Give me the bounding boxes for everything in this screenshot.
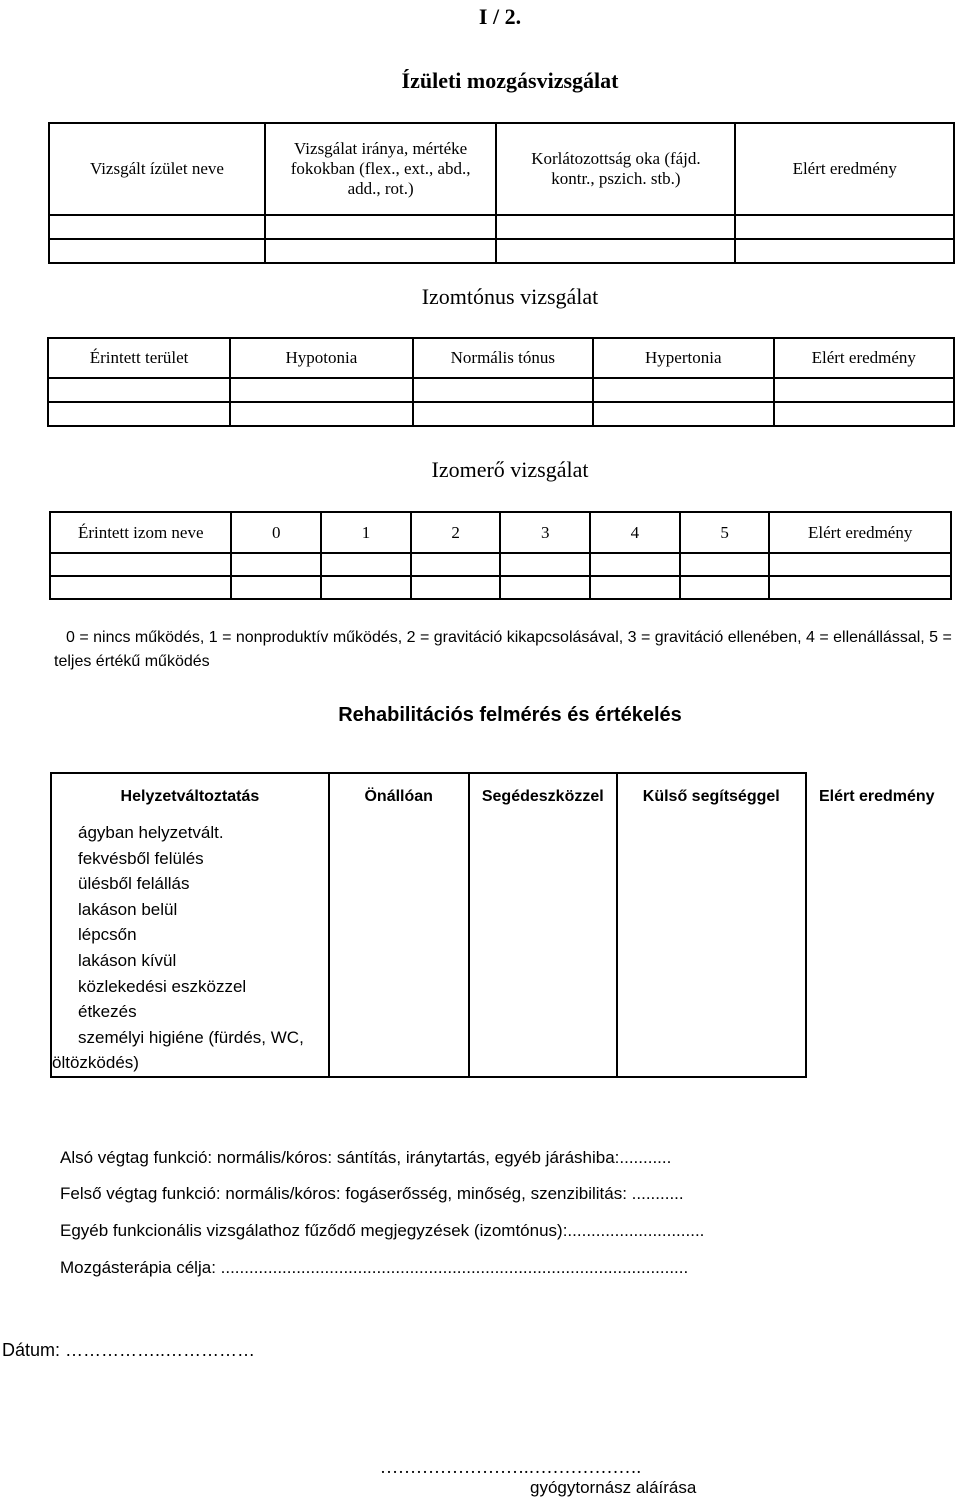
table-cell[interactable] <box>500 553 590 576</box>
joint-table <box>48 122 955 264</box>
table-cell[interactable] <box>49 239 265 263</box>
list-item <box>52 1025 328 1076</box>
list-item-line: személyi higiéne (fürdés, WC, <box>78 1027 304 1047</box>
table-cell[interactable] <box>500 576 590 599</box>
strength-header-result: Elért eredmény <box>769 512 951 553</box>
table-cell[interactable] <box>774 402 954 426</box>
table-row <box>50 576 951 599</box>
strength-section-title: Izomerő vizsgálat <box>431 457 589 482</box>
list-item: lakáson belül <box>78 899 178 919</box>
table-cell[interactable] <box>469 820 617 1077</box>
tone-header-hypertonia: Hypertonia <box>593 338 774 378</box>
table-cell[interactable] <box>593 402 774 426</box>
rehab-header-result: Elért eredmény <box>806 773 947 820</box>
table-cell[interactable] <box>50 553 231 576</box>
tone-header-area: Érintett terület <box>48 338 230 378</box>
tone-table <box>47 337 955 427</box>
table-row <box>48 402 954 426</box>
signature-line[interactable]: …………………….………………. <box>380 1457 641 1477</box>
list-item: ágyban helyzetvált. <box>78 823 224 842</box>
rehab-header-position: Helyzetváltoztatás <box>51 773 329 820</box>
note-functional: Egyéb funkcionális vizsgálathoz fűződő megjegyzések (izomtónus):............................. <box>60 1221 705 1240</box>
table-cell[interactable] <box>230 378 412 402</box>
table-cell[interactable] <box>617 820 806 1077</box>
joint-section-title: Ízületi mozgásvizsgálat <box>401 68 619 93</box>
joint-header-direction: Vizsgálat iránya, mértéke fokokban (flex., ext., abd., add., rot.) <box>265 123 497 215</box>
table-cell[interactable] <box>593 378 774 402</box>
table-cell[interactable] <box>735 215 954 239</box>
list-item: ülésből felállás <box>78 874 190 894</box>
table-cell[interactable] <box>411 553 501 576</box>
list-item: étkezés <box>78 1002 137 1022</box>
table-cell[interactable] <box>680 553 770 576</box>
tone-header-normal: Normális tónus <box>413 338 593 378</box>
table-cell[interactable] <box>769 553 951 576</box>
table-cell[interactable] <box>413 378 593 402</box>
table-cell[interactable] <box>496 215 735 239</box>
strength-header-grade-1: 1 <box>321 512 411 553</box>
table-cell[interactable] <box>769 576 951 599</box>
rehab-header-aid: Segédeszközzel <box>469 773 617 820</box>
joint-header-limitation: Korlátozottság oka (fájd. kontr., pszich. stb.) <box>496 123 735 215</box>
strength-legend: 0 = nincs működés, 1 = nonproduktív működés, 2 = gravitáció kikapcsolásával, 3 = gravitáció ellenében, 4 = ellenállással, 5 = teljes értékű működés <box>54 629 952 670</box>
strength-header-grade-5: 5 <box>680 512 770 553</box>
date-field[interactable]: Dátum: ……………..…………… <box>2 1340 256 1360</box>
tone-header-hypotonia: Hypotonia <box>230 338 412 378</box>
table-row <box>49 215 954 239</box>
table-row <box>48 378 954 402</box>
tone-header-result: Elért eredmény <box>774 338 954 378</box>
table-cell[interactable] <box>49 215 265 239</box>
table-cell[interactable] <box>413 402 593 426</box>
table-cell[interactable] <box>496 239 735 263</box>
note-lower-limb: Alsó végtag funkció: normális/kóros: sántítás, iránytartás, egyéb járáshiba:........... <box>60 1148 672 1167</box>
table-cell[interactable] <box>774 378 954 402</box>
table-cell[interactable] <box>265 215 497 239</box>
note-upper-limb: Felső végtag funkció: normális/kóros: fogáserősség, minőség, szenzibilitás: ........... <box>60 1184 684 1203</box>
rehab-activity-list <box>51 820 329 1077</box>
rehab-table <box>50 772 947 1078</box>
strength-header-grade-4: 4 <box>590 512 680 553</box>
rehab-header-independent: Önállóan <box>329 773 469 820</box>
table-cell[interactable] <box>329 820 469 1077</box>
table-cell[interactable] <box>231 553 321 576</box>
joint-header-name: Vizsgált ízület neve <box>49 123 265 215</box>
table-cell[interactable] <box>590 576 680 599</box>
table-cell[interactable] <box>50 576 231 599</box>
table-row <box>49 239 954 263</box>
table-cell[interactable] <box>321 576 411 599</box>
table-cell[interactable] <box>680 576 770 599</box>
tone-section-title: Izomtónus vizsgálat <box>421 284 599 309</box>
strength-header-muscle: Érintett izom neve <box>50 512 231 553</box>
table-cell[interactable] <box>231 576 321 599</box>
strength-header-grade-0: 0 <box>231 512 321 553</box>
table-cell[interactable] <box>48 378 230 402</box>
table-cell[interactable] <box>265 239 497 263</box>
page-number: I / 2. <box>478 4 522 29</box>
list-item: közlekedési eszközzel <box>78 976 247 996</box>
list-item-line: öltözködés) <box>52 1053 139 1073</box>
strength-header-grade-2: 2 <box>411 512 501 553</box>
strength-header-grade-3: 3 <box>500 512 590 553</box>
rehab-header-external-help: Külső segítséggel <box>617 773 806 820</box>
list-item: lépcsőn <box>78 925 137 945</box>
strength-table <box>49 511 952 600</box>
note-therapy-goal: Mozgásterápia célja: ................................................................................................... <box>60 1258 689 1277</box>
rehab-section-title: Rehabilitációs felmérés és értékelés <box>338 704 682 726</box>
table-row <box>50 553 951 576</box>
signature-label: gyógytornász aláírása <box>530 1478 697 1497</box>
table-cell[interactable] <box>321 553 411 576</box>
list-item: fekvésből felülés <box>78 848 204 868</box>
table-cell[interactable] <box>48 402 230 426</box>
table-cell[interactable] <box>590 553 680 576</box>
table-cell[interactable] <box>806 820 947 1077</box>
table-cell[interactable] <box>735 239 954 263</box>
table-cell[interactable] <box>411 576 501 599</box>
table-cell[interactable] <box>230 402 412 426</box>
list-item: lakáson kívül <box>78 950 177 970</box>
joint-header-result: Elért eredmény <box>735 123 954 215</box>
